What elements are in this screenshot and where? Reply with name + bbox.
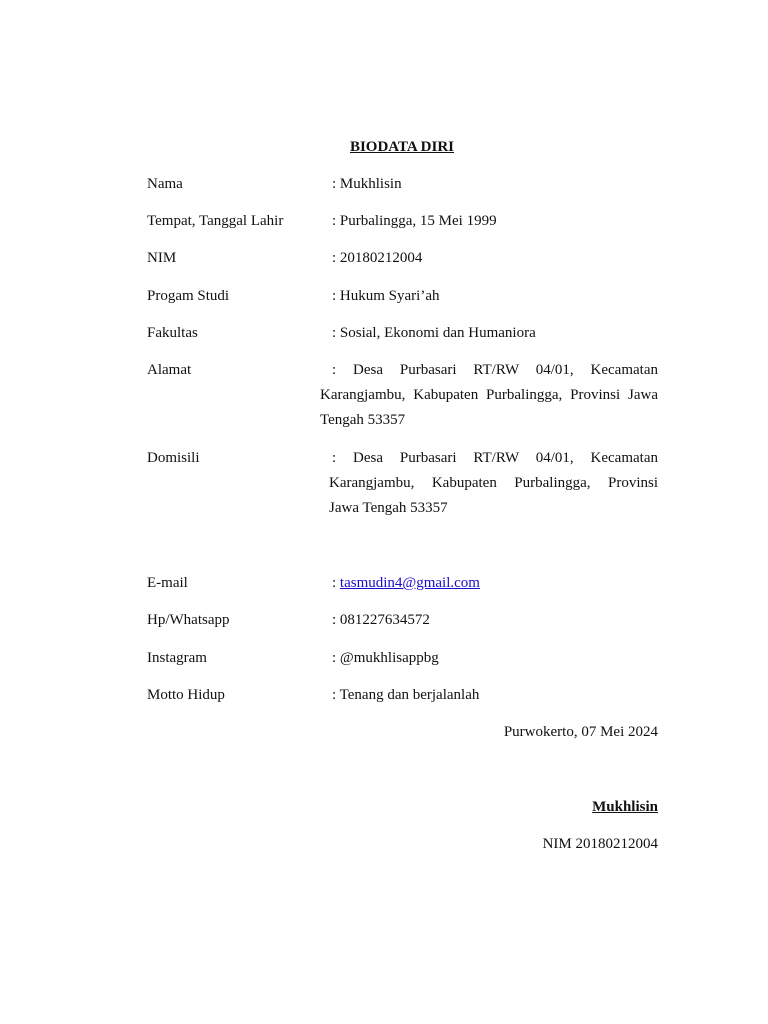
field-value-hp: : 081227634572: [332, 612, 430, 628]
signature-place-date: Purwokerto, 07 Mei 2024: [503, 724, 658, 740]
field-label-nama: Nama: [147, 176, 183, 192]
email-prefix: :: [332, 575, 340, 591]
field-label-prodi: Progam Studi: [147, 288, 230, 304]
field-value-nama: : Mukhlisin: [332, 176, 402, 192]
field-label-motto: Motto Hidup: [147, 687, 225, 703]
field-value-motto: : Tenang dan berjalanlah: [332, 687, 480, 703]
alamat-line-1: : Desa Purbasari RT/RW 04/01, Kecamatan: [332, 362, 658, 378]
field-value-ttl: : Purbalingga, 15 Mei 1999: [332, 213, 497, 229]
field-label-email: E-mail: [147, 575, 188, 591]
field-label-fakultas: Fakultas: [147, 325, 198, 341]
field-value-alamat: [320, 358, 658, 433]
alamat-line-2: Karangjambu, Kabupaten Purbalingga, Provinsi Jawa: [320, 387, 658, 403]
domisili-line-3: Jawa Tengah 53357: [329, 500, 448, 516]
field-label-alamat: Alamat: [147, 362, 192, 378]
field-value-email: [332, 573, 480, 593]
signature-name: Mukhlisin: [592, 799, 658, 815]
field-value-prodi: : Hukum Syari’ah: [332, 288, 440, 304]
field-label-ttl: Tempat, Tanggal Lahir: [147, 213, 284, 229]
field-label-nim: NIM: [147, 250, 177, 266]
field-value-fakultas: : Sosial, Ekonomi dan Humaniora: [332, 325, 536, 341]
field-label-domisili: Domisili: [147, 450, 200, 466]
field-label-hp: Hp/Whatsapp: [147, 612, 230, 628]
field-label-instagram: Instagram: [147, 650, 207, 666]
field-value-instagram: : @mukhlisappbg: [332, 650, 439, 666]
domisili-line-1: : Desa Purbasari RT/RW 04/01, Kecamatan: [332, 450, 658, 466]
field-value-nim: : 20180212004: [332, 250, 423, 266]
alamat-line-3: Tengah 53357: [320, 412, 406, 428]
domisili-line-2: Karangjambu, Kabupaten Purbalingga, Provinsi: [329, 475, 658, 491]
signature-nim: NIM 20180212004: [542, 836, 658, 852]
document-title: BIODATA DIRI: [349, 139, 455, 155]
field-value-domisili: [329, 446, 658, 521]
email-link[interactable]: tasmudin4@gmail.com: [339, 575, 480, 591]
